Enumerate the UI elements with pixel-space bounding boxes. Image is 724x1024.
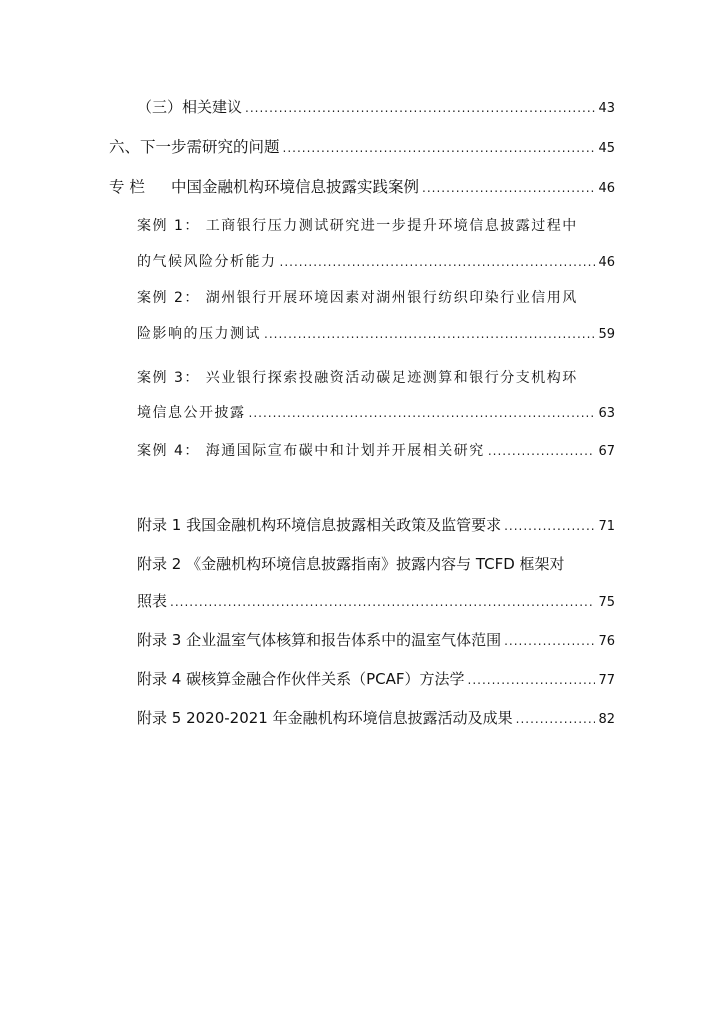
toc-page-number: 45 — [598, 141, 615, 156]
dot-leader — [488, 444, 596, 458]
toc-entry-case1[interactable] — [137, 251, 615, 271]
toc-entry-label: 附录 5 2020-2021 年金融机构环境信息披露活动及成果 — [137, 709, 513, 727]
toc-entry-label: 境信息公开披露 — [137, 405, 246, 421]
toc-entry-appendix5[interactable] — [137, 707, 615, 728]
dot-leader — [170, 595, 595, 609]
toc-page-number: 59 — [598, 327, 615, 342]
dot-leader — [468, 673, 596, 687]
toc-entry-label: 附录 3 企业温室气体核算和报告体系中的温室气体范围 — [137, 631, 502, 649]
dot-leader — [422, 181, 595, 195]
toc-entry-case3-line1[interactable]: 案例 3： 兴业银行探索投融资活动碳足迹测算和银行分支机构环 — [137, 370, 578, 386]
toc-entry-case3[interactable] — [137, 402, 615, 422]
toc-page-number: 82 — [598, 712, 615, 727]
dot-leader — [516, 712, 596, 726]
toc-page-number: 71 — [598, 519, 615, 534]
toc-page-number: 76 — [598, 634, 615, 649]
toc-entry-appendix3[interactable] — [137, 629, 615, 650]
special-column-prefix: 专 栏 — [109, 178, 145, 196]
toc-entry-appendix2-line1[interactable]: 附录 2 《金融机构环境信息披露指南》披露内容与 TCFD 框架对 — [137, 555, 565, 573]
toc-entry-s6[interactable] — [109, 135, 615, 157]
toc-entry-case1-line1[interactable]: 案例 1： 工商银行压力测试研究进一步提升环境信息披露过程中 — [137, 218, 578, 234]
toc-entry-case2[interactable] — [137, 323, 615, 343]
toc-page-number: 43 — [598, 101, 615, 116]
dot-leader — [504, 634, 595, 648]
toc-entry-appendix1[interactable] — [137, 514, 615, 535]
toc-entry-appendix2[interactable] — [137, 590, 615, 611]
dot-leader — [245, 101, 595, 115]
toc-entry-label: 六、下一步需研究的问题 — [109, 138, 280, 156]
toc-entry-case2-line1[interactable]: 案例 2： 湖州银行开展环境因素对湖州银行纺织印染行业信用风 — [137, 290, 578, 306]
toc-entry-label: 险影响的压力测试 — [137, 326, 261, 342]
toc-entry-appendix4[interactable] — [137, 668, 615, 689]
toc-page-number: 77 — [598, 673, 615, 688]
dot-leader — [249, 406, 596, 420]
dot-leader — [264, 327, 595, 341]
toc-entry-label: 附录 4 碳核算金融合作伙伴关系（PCAF）方法学 — [137, 670, 465, 688]
dot-leader — [280, 255, 596, 269]
dot-leader — [283, 141, 596, 155]
toc-page-number: 75 — [598, 595, 615, 610]
toc-entry-label: 照表 — [137, 592, 168, 610]
toc-entry-label: 案例 4： 海通国际宣布碳中和计划并开展相关研究 — [137, 443, 485, 459]
toc-entry-case4[interactable] — [137, 440, 615, 460]
toc-entry-s3-recommendations[interactable] — [137, 96, 615, 117]
toc-entry-label: （三）相关建议 — [137, 98, 243, 116]
dot-leader — [504, 519, 595, 533]
toc-entry-label: 中国金融机构环境信息披露实践案例 — [171, 178, 420, 196]
toc-entry-label: 附录 1 我国金融机构环境信息披露相关政策及监管要求 — [137, 516, 502, 534]
toc-page-number: 46 — [598, 255, 615, 270]
toc-page-number: 46 — [598, 181, 615, 196]
toc-entry-special-column[interactable] — [109, 175, 615, 197]
toc-entry-label: 的气候风险分析能力 — [137, 254, 277, 270]
toc-page-number: 63 — [598, 406, 615, 421]
toc-page-number: 67 — [598, 444, 615, 459]
